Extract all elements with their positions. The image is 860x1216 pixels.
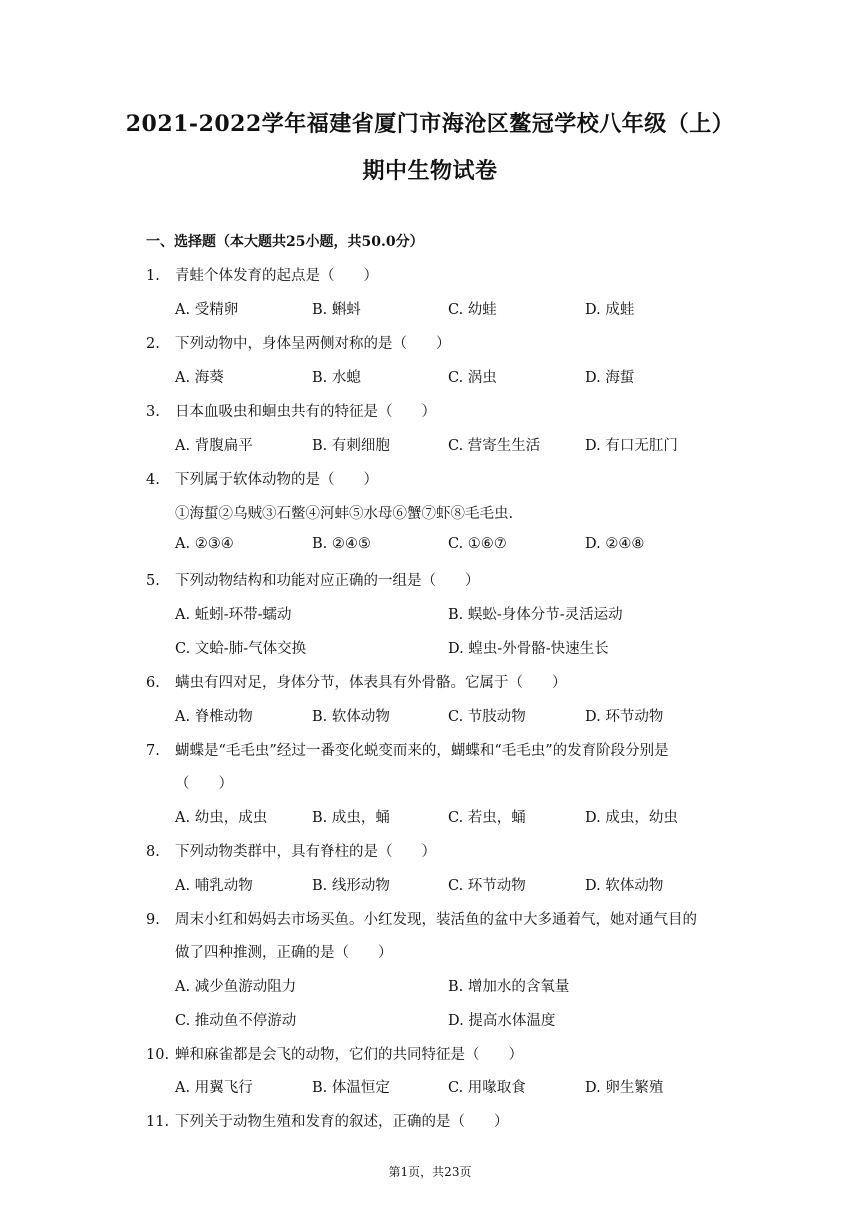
option-a: A. 受精卵 <box>175 302 239 318</box>
question-4-items: ①海蜇②乌贼③石鳖④河蚌⑤水母⑥蟹⑦虾⑧毛毛虫. <box>175 506 514 522</box>
option-b: B. 软体动物 <box>312 709 390 725</box>
option-a: A. 脊椎动物 <box>175 709 253 725</box>
question-text: 下列动物中，身体呈两侧对称的是（ ） <box>175 336 451 352</box>
question-number: 9. <box>146 912 160 928</box>
option-b: B. 蝌蚪 <box>312 302 361 318</box>
question-9-continuation: 做了四种推测，正确的是（ ） <box>175 945 393 961</box>
exam-title-line2: 期中生物试卷 <box>362 158 498 184</box>
option-c: C. 节肢动物 <box>448 709 526 725</box>
question-number: 6. <box>146 675 160 691</box>
question-10 <box>146 1043 523 1064</box>
option-d: D. 卵生繁殖 <box>585 1080 664 1096</box>
question-text: 日本血吸虫和蛔虫共有的特征是（ ） <box>175 404 436 420</box>
question-text: 下列动物类群中，具有脊柱的是（ ） <box>175 844 436 860</box>
option-d: D. 成虫，幼虫 <box>585 810 678 826</box>
option-b: B. 成虫，蛹 <box>312 810 390 826</box>
question-4 <box>146 468 378 489</box>
question-number: 1. <box>146 268 160 284</box>
question-8 <box>146 840 436 861</box>
question-number: 7. <box>146 743 160 759</box>
question-text: 下列动物结构和功能对应正确的一组是（ ） <box>175 573 480 589</box>
question-2 <box>146 332 451 353</box>
option-b: B. 有刺细胞 <box>312 438 390 454</box>
question-text: 下列关于动物生殖和发育的叙述，正确的是（ ） <box>175 1114 509 1130</box>
option-d: D. 蝗虫-外骨骼-快速生长 <box>448 641 609 657</box>
option-c: C. 幼蛙 <box>448 302 497 318</box>
question-number: 8. <box>146 844 160 860</box>
option-c: C. 营寄生生活 <box>448 438 541 454</box>
option-a: A. ②③④ <box>175 536 234 552</box>
question-text: 青蛙个体发育的起点是（ ） <box>175 268 378 284</box>
question-1 <box>146 264 378 285</box>
question-number: 2. <box>146 336 160 352</box>
question-6 <box>146 671 567 692</box>
option-c: C. 若虫，蛹 <box>448 810 526 826</box>
question-7 <box>146 739 669 760</box>
option-c: C. 用喙取食 <box>448 1080 526 1096</box>
option-b: B. ②④⑤ <box>312 536 371 552</box>
option-c: C. 推动鱼不停游动 <box>175 1013 297 1029</box>
question-text: 蝉和麻雀都是会飞的动物，它们的共同特征是（ ） <box>175 1047 523 1063</box>
option-d: D. 海蜇 <box>585 370 635 386</box>
option-d: D. ②④⑧ <box>585 536 645 552</box>
option-d: D. 软体动物 <box>585 878 664 894</box>
option-d: D. 提高水体温度 <box>448 1013 556 1029</box>
option-a: A. 减少鱼游动阻力 <box>175 979 297 995</box>
option-d: D. 环节动物 <box>585 709 664 725</box>
question-9 <box>146 908 697 929</box>
option-a: A. 海葵 <box>175 370 224 386</box>
option-b: B. 蜈蚣-身体分节-灵活运动 <box>448 607 623 623</box>
question-11 <box>146 1110 509 1131</box>
question-text: 周末小红和妈妈去市场买鱼。小红发现，装活鱼的盆中大多通着气，她对通气目的 <box>175 912 697 928</box>
section-heading: 一、选择题（本大题共25小题，共50.0分） <box>146 234 424 250</box>
option-a: A. 哺乳动物 <box>175 878 253 894</box>
question-text: 螨虫有四对足，身体分节，体表具有外骨骼。它属于（ ） <box>175 675 567 691</box>
option-b: B. 增加水的含氧量 <box>448 979 570 995</box>
option-b: B. 体温恒定 <box>312 1080 390 1096</box>
option-a: A. 幼虫，成虫 <box>175 810 268 826</box>
question-3 <box>146 400 436 421</box>
option-c: C. 涡虫 <box>448 370 497 386</box>
question-number: 5. <box>146 573 160 589</box>
option-c: C. 环节动物 <box>448 878 526 894</box>
option-a: A. 蚯蚓-环带-蠕动 <box>175 607 292 623</box>
option-d: D. 成蛙 <box>585 302 635 318</box>
option-d: D. 有口无肛门 <box>585 438 678 454</box>
exam-title-line1: 2021-2022学年福建省厦门市海沧区鳌冠学校八年级（上） <box>125 111 735 137</box>
question-text: 蝴蝶是“毛毛虫”经过一番变化蜕变而来的，蝴蝶和“毛毛虫”的发育阶段分别是 <box>175 743 669 759</box>
question-number: 3. <box>146 404 160 420</box>
question-text: 下列属于软体动物的是（ ） <box>175 472 378 488</box>
option-b: B. 水螅 <box>312 370 361 386</box>
page-footer: 第1页，共23页 <box>388 1165 472 1179</box>
question-7-continuation: （ ） <box>175 776 233 792</box>
question-5 <box>146 569 480 590</box>
question-number: 4. <box>146 472 160 488</box>
option-a: A. 背腹扁平 <box>175 438 253 454</box>
option-c: C. ①⑥⑦ <box>448 536 507 552</box>
option-b: B. 线形动物 <box>312 878 390 894</box>
question-number: 10. <box>146 1047 170 1063</box>
question-number: 11. <box>146 1114 170 1130</box>
option-a: A. 用翼飞行 <box>175 1080 253 1096</box>
option-c: C. 文蛤-肺-气体交换 <box>175 641 307 657</box>
